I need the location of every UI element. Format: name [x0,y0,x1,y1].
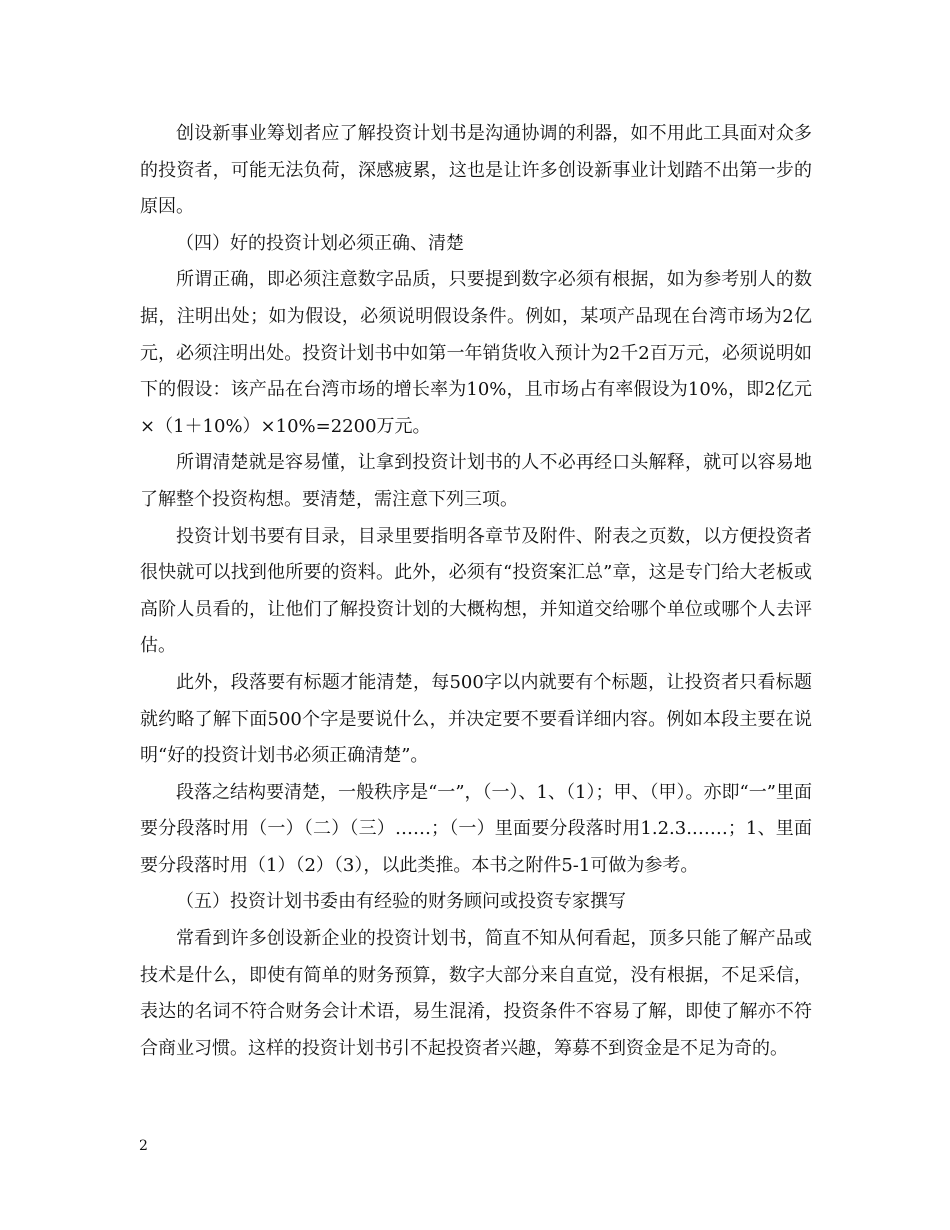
paragraph-1: 创设新事业筹划者应了解投资计划书是沟通协调的利器，如不用此工具面对众多的投资者，可能无法负荷，深感疲累，这也是让许多创设新事业计划踏不出第一步的原因。 [140,123,812,218]
document-body [140,116,812,1067]
paragraph-6: 段落之结构要清楚，一般秩序是“一”，（一）、1、（1）；甲、（甲）。亦即“一”里面要分段落时用（一）（二）（三）……；（一）里面要分段落时用1.2.3.……；1、里面要分段落时用（1）（2）（3），以此类推。本书之附件5-1可做为参考。 [140,781,812,876]
paragraph-7: 常看到许多创设新企业的投资计划书，简直不知从何看起，顶多只能了解产品或技术是什么，即使有简单的财务预算，数字大部分来自直觉，没有根据，不足采信，表达的名词不符合财务会计术语，易生混淆，投资条件不容易了解，即使了解亦不符合商业习惯。这样的投资计划书引不起投资者兴趣，筹募不到资金是不足为奇的。 [140,928,812,1059]
section-heading-4: （四）好的投资计划必须正确、清楚 [176,232,464,254]
page-number: 2 [139,1138,148,1154]
paragraph-4: 投资计划书要有目录，目录里要指明各章节及附件、附表之页数，以方便投资者很快就可以找到他所要的资料。此外，必须有“投资案汇总”章，这是专门给大老板或高阶人员看的，让他们了解投资计划的大概构想，并知道交给哪个单位或哪个人去评估。 [140,525,812,657]
paragraph-5: 此外，段落要有标题才能清楚，每500字以内就要有个标题，让投资者只看标题就约略了解下面500个字是要说什么，并决定要不要看详细内容。例如本段主要在说明“好的投资计划书必须正确清楚”。 [140,671,812,767]
paragraph-2: 所谓正确，即必须注意数字品质，只要提到数字必须有根据，如为参考别人的数据，注明出处；如为假设，必须说明假设条件。例如，某项产品现在台湾市场为2亿元，必须注明出处。投资计划书中如第一年销货收入预计为2千2百万元，必须说明如下的假设：该产品在台湾市场的增长率为10%，且市场占有率假设为10%，即2亿元×（1＋10%）×10%=2200万元。 [140,269,812,437]
section-heading-5: （五）投资计划书委由有经验的财务顾问或投资专家撰写 [176,891,626,913]
paragraph-3: 所谓清楚就是容易懂，让拿到投资计划书的人不必再经口头解释，就可以容易地了解整个投资构想。要清楚，需注意下列三项。 [140,452,812,510]
